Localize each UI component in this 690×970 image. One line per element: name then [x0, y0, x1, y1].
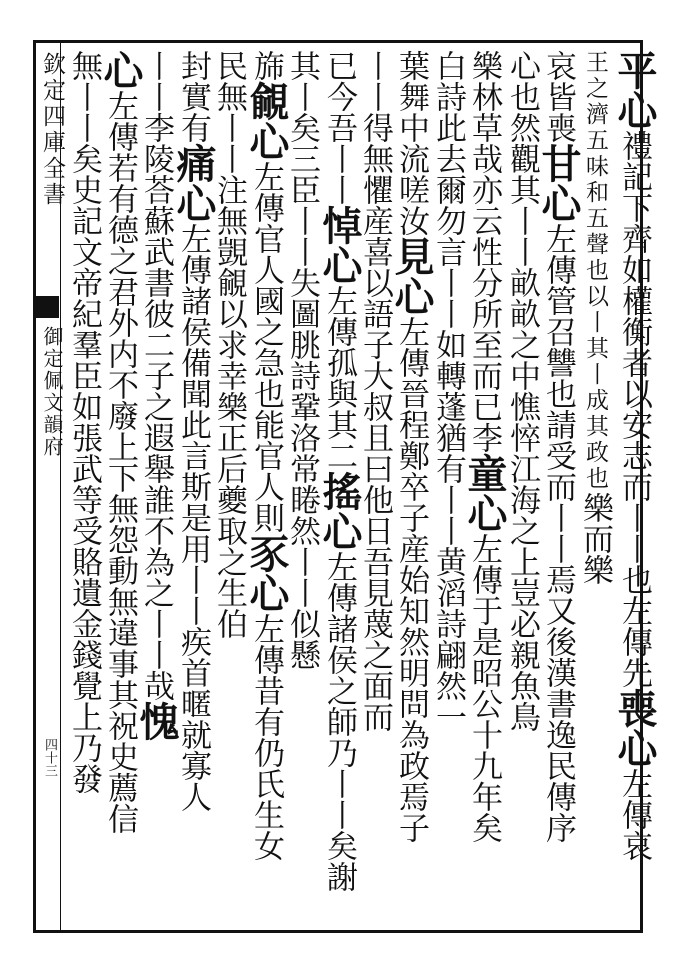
- column-text: 心也: [504, 50, 540, 112]
- text-column: [170, 50, 217, 812]
- column-text: 左傳晉程鄭卒子産始知然明問為政焉子: [393, 316, 429, 843]
- column-text: 白詩此去爾勿言丨丨如轉蓬: [430, 50, 466, 422]
- headword: 心: [97, 50, 144, 90]
- column-text: 左傳若有德之君外内不廢上下無怨動無違事其祝史薦信: [102, 90, 138, 834]
- text-column: [66, 50, 102, 794]
- column-text: 左傳諸侯備聞此言斯是用丨丨疾首暱就寡人: [175, 223, 211, 812]
- column-text: 已今吾丨丨: [321, 50, 357, 205]
- column-text: 其丨矣: [284, 50, 320, 143]
- column-text: 丨丨得無懼: [357, 50, 393, 205]
- column-text: 左傳昔有仍氏生女: [248, 613, 284, 861]
- column-text: 民無丨丨注無覬覦以求幸: [211, 50, 247, 391]
- text-column: [535, 50, 582, 843]
- column-text: 左傳孤與其二: [321, 285, 357, 471]
- column-text: 左傳于是昭公十九年矣: [466, 533, 502, 843]
- column-text: 王之濟五味和五聲也以丨其丨成其政也: [582, 50, 608, 492]
- column-text: 左傳諸侯之師乃丨丨矣謝: [321, 551, 357, 892]
- column-text: 左傳哀: [616, 768, 652, 861]
- column-text: 無丨丨矣史記文帝紀羣臣如張武等受賂遺金錢覺上乃發: [66, 50, 102, 794]
- column-text: 禮記下齊如權衡者以安志而丨丨也左傳先: [616, 130, 652, 688]
- headword: 愧: [133, 701, 180, 741]
- edge-page-number: 四十三: [42, 738, 57, 777]
- headword: 平心: [611, 50, 658, 130]
- edge-title: 欽定四庫全書: [39, 52, 65, 208]
- column-text: 左傳管召讐也請受而丨丨焉又後漢書逸民傳序: [540, 223, 576, 843]
- column-text: 樂林草哉亦云性分所至而已李: [466, 50, 502, 453]
- column-text: 李陵荅蘇武書彼二子之遐舉誰不為之丨丨哉: [138, 112, 174, 701]
- text-column: [611, 50, 658, 861]
- text-column: [388, 50, 435, 843]
- headword: 豕心: [243, 533, 290, 613]
- headword: 見心: [388, 236, 435, 316]
- text-column: [243, 50, 290, 861]
- column-text: 左傳官人國之急也能官人則: [248, 161, 284, 533]
- text-column: [316, 50, 363, 892]
- text-column: [461, 50, 508, 843]
- column-text: 樂而樂: [577, 492, 613, 585]
- text-column: [577, 50, 613, 585]
- edge-fishtail-mark: [34, 296, 59, 318]
- headword: 甘心: [535, 143, 582, 223]
- text-column: [504, 50, 540, 732]
- text-column: [133, 50, 180, 741]
- headword: 童心: [461, 453, 508, 533]
- column-text: 三臣丨丨失圖: [284, 143, 320, 329]
- column-text: 産喜以語子大叔且曰他日吾見蔑之面而: [357, 205, 393, 732]
- column-text: 然觀其丨丨畝畝之中憔悴江海之上豈必親魚鳥: [504, 112, 540, 732]
- column-text: 封實有: [175, 50, 211, 143]
- headword: 搖心: [316, 471, 363, 551]
- text-column: [430, 50, 466, 732]
- column-text: 哀皆喪: [540, 50, 576, 143]
- headword: 喪心: [611, 688, 658, 768]
- column-text: 丨丨: [138, 50, 174, 112]
- column-text: 旆: [248, 50, 284, 81]
- column-text: 葉舞中流嗟汝: [393, 50, 429, 236]
- column-text: 樂正后夔取之生伯: [211, 391, 247, 639]
- text-column: [211, 50, 247, 639]
- text-column: [97, 50, 144, 834]
- column-text: 猶有丨丨黄滔詩翩然一: [430, 422, 466, 732]
- text-column: [357, 50, 393, 732]
- edge-book-title: 御定佩文韻府: [40, 326, 64, 458]
- headword: 悼心: [316, 205, 363, 285]
- headword: 痛心: [170, 143, 217, 223]
- column-text: 朓詩鞏洛常睠然丨丨似懸: [284, 329, 320, 670]
- headword: 覦心: [243, 81, 290, 161]
